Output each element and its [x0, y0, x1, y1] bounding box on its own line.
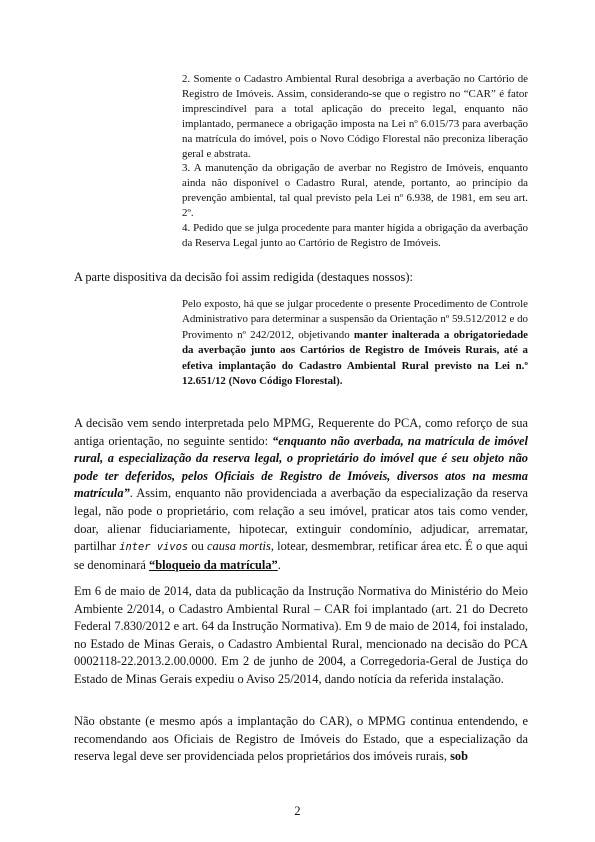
- paragraph-interpretation: [74, 415, 528, 574]
- quote-item-3: 3. A manutenção da obrigação de averbar no Registro de Imóveis, enquanto ainda não disponível o Cadastro Rural, atende, portanto, ao princípio da prevenção ambiental, tal qual previsto pela Lei nº 6.938, de 1981, em seu art. 2º.: [182, 162, 528, 220]
- inter-vivos-term: inter vivos: [119, 541, 189, 554]
- block-quote-summary: [182, 72, 528, 251]
- last-text: Não obstante (e mesmo após a implantação do CAR), o MPMG continua entendendo, e recomendando aos Oficiais de Registro de Imóveis do Estado, que a especialização da reserva legal deve ser providenciada pelos proprietários dos imóveis rurais,: [74, 714, 528, 764]
- last-bold: sob: [450, 749, 468, 764]
- interpretation-quote: “enquanto não averbada, na matrícula de imóvel rural, a especialização da reserva legal, o proprietário do imóvel que é seu objeto não pode ter deferidos, pelos Oficiais de Registro de Imóveis, diversos atos na mesma matrícula”: [74, 433, 529, 501]
- decision-text: Pelo exposto, há que se julgar procedente o presente Procedimento de Controle Administrativo para determinar a suspensão da Orientação nº 59.512/2012 e do Provimento nº 242/2012, objetivando: [182, 298, 528, 341]
- interpretation-middle: . Assim, enquanto não providenciada a averbação da especialização da reserva legal, não pode o proprietário, com relação a seu imóvel, praticar atos tais como vender, doar, alienar fiduciariamente, hipotecar, extinguir condomínio, adjudicar, arrematar, partilhar: [74, 486, 528, 554]
- paragraph-intro: A parte dispositiva da decisão foi assim redigida (destaques nossos):: [74, 270, 413, 284]
- quote-item-4: 4. Pedido que se julga procedente para manter hígida a obrigação da averbação da Reserva Legal junto ao Cartório de Registro de Imóveis.: [182, 222, 528, 249]
- paragraph-may-2014: Em 6 de maio de 2014, data da publicação da Instrução Normativa do Ministério do Meio Ambiente 2/2014, o Cadastro Ambiental Rural – CAR foi implantado (art. 21 do Decreto Federal 7.830/2012 e art. 64 da Instrução Normativa). Em 9 de maio de 2014, foi instalado, no Estado de Minas Gerais, o Cadastro Ambiental Rural, mencionado na decisão do PCA 0002118-22.2013.2.00.0000. Em 2 de junho de 2004, a Corregedoria-Geral de Justiça do Estado de Minas Gerais expediu o Aviso 25/2014, dando notícia da referida instalação.: [74, 584, 528, 686]
- interpretation-intro: A decisão vem sendo interpretada pelo MPMG, Requerente do PCA, como reforço de sua antiga orientação, no seguinte sentido:: [74, 416, 528, 448]
- interpretation-end: .: [277, 557, 281, 572]
- bloqueio-term: “bloqueio da matrícula”: [149, 557, 278, 572]
- interpretation-tail: , lotear, desmembrar, retificar área etc. É o que aqui se denominará: [74, 539, 528, 572]
- interpretation-or: ou: [188, 539, 208, 554]
- causa-mortis-term: causa mortis: [207, 539, 271, 554]
- decision-highlight: manter inalterada a obrigatoriedade da averbação junto aos Cartórios de Registro de Imóveis Rurais, até a efetiva implantação do Cadastro Ambiental Rural previsto na Lei n.º 12.651/12 (Novo Código Florestal).: [182, 328, 528, 388]
- page-number: 2: [294, 804, 301, 818]
- block-quote-decision: [182, 297, 528, 389]
- paragraph-last: [74, 713, 528, 766]
- quote-item-2: 2. Somente o Cadastro Ambiental Rural desobriga a averbação no Cartório de Registro de Imóveis. Assim, considerando-se que o registro no “CAR” é fator imprescindível para a total aplicação do preceito legal, enquanto não implantado, permanece a obrigação imposta na Lei nº 6.015/73 para averbação na matrícula do imóvel, pois o Novo Código Florestal não preconiza liberação geral e abstrata.: [182, 73, 528, 160]
